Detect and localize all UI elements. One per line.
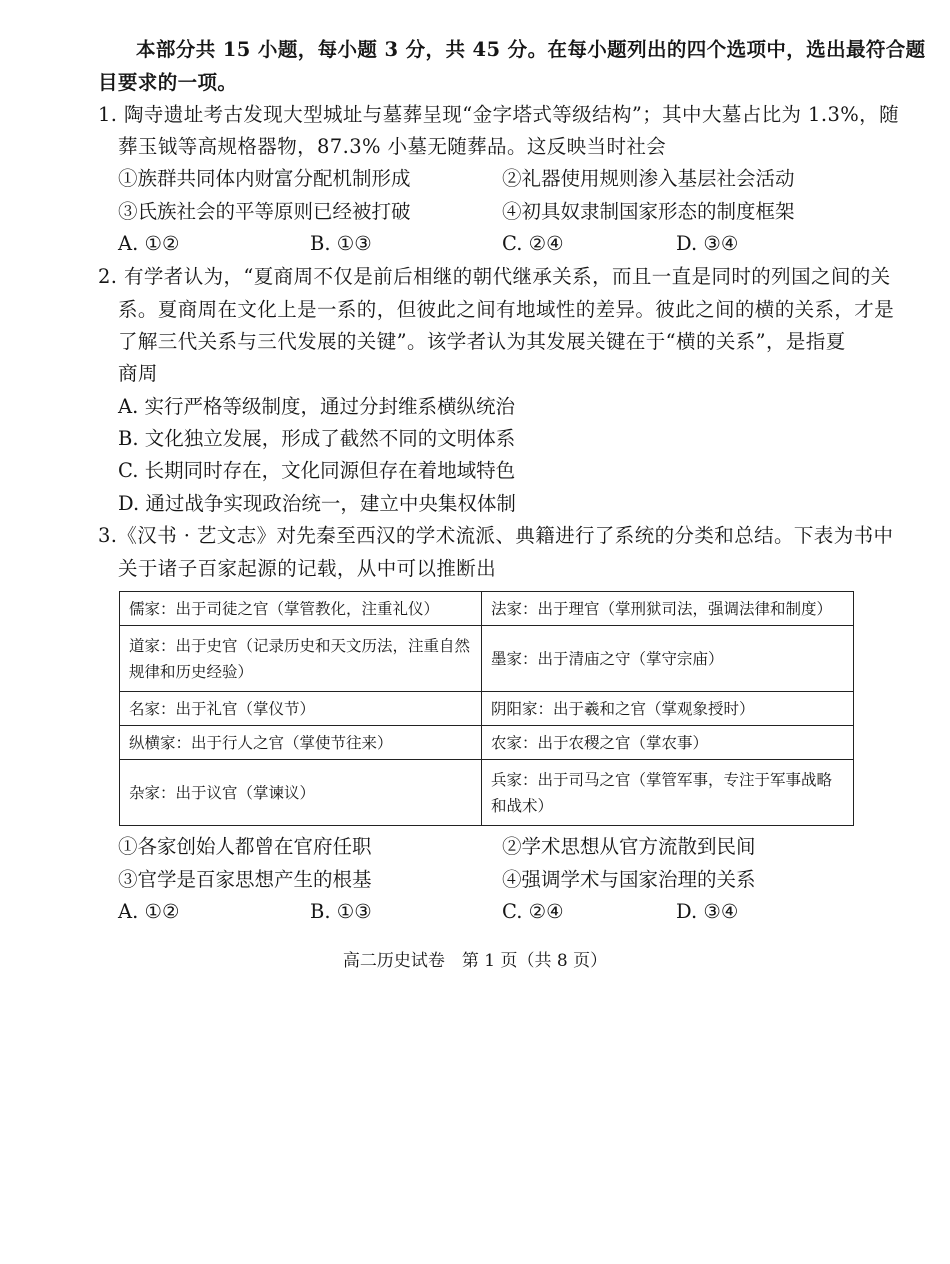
question-2-stem-line-3: 了解三代关系与三代发展的关键”。该学者认为其发展关键在于“横的关系”，是指夏 xyxy=(118,330,846,353)
table-row xyxy=(120,626,854,692)
instructions-line-2: 目要求的一项。 xyxy=(98,71,238,94)
question-1-statement-3: ③氏族社会的平等原则已经被打破 xyxy=(118,200,411,223)
question-2-stem-line-4: 商周 xyxy=(118,362,158,385)
question-1-option-a[interactable]: A. ①② xyxy=(118,232,180,255)
question-3-statement-2: ②学术思想从官方流散到民间 xyxy=(502,835,756,858)
question-3-option-d[interactable]: D. ③④ xyxy=(676,900,739,923)
question-1-option-b[interactable]: B. ①③ xyxy=(310,232,372,255)
question-3-option-c[interactable]: C. ②④ xyxy=(502,900,564,923)
question-3-stem-line-2: 关于诸子百家起源的记载，从中可以推断出 xyxy=(118,557,497,580)
question-1-option-c[interactable]: C. ②④ xyxy=(502,232,564,255)
table-cell: 名家：出于礼官（掌仪节） xyxy=(120,692,482,726)
table-cell: 阴阳家：出于羲和之官（掌观象授时） xyxy=(482,692,854,726)
question-2-stem-line-1: 2. 有学者认为，“夏商周不仅是前后相继的朝代继承关系，而且一直是同时的列国之间的关 xyxy=(98,265,891,288)
question-1-stem-line-2: 葬玉钺等高规格器物，87.3% 小墓无随葬品。这反映当时社会 xyxy=(118,135,667,158)
table-cell: 道家：出于史官（记录历史和天文历法，注重自然规律和历史经验） xyxy=(120,626,482,692)
question-1-statement-1: ①族群共同体内财富分配机制形成 xyxy=(118,167,411,190)
table-row xyxy=(120,726,854,760)
table-cell: 兵家：出于司马之官（掌管军事，专注于军事战略和战术） xyxy=(482,760,854,826)
table-cell: 杂家：出于议官（掌谏议） xyxy=(120,760,482,826)
question-3-statement-3: ③官学是百家思想产生的根基 xyxy=(118,868,372,891)
instructions-line-1: 本部分共 15 小题，每小题 3 分，共 45 分。在每小题列出的四个选项中，选出最符合题 xyxy=(136,38,926,61)
table-row xyxy=(120,692,854,726)
schools-origin-table xyxy=(119,591,854,826)
question-3-statement-4: ④强调学术与国家治理的关系 xyxy=(502,868,756,891)
table-cell: 儒家：出于司徒之官（掌管教化，注重礼仪） xyxy=(120,592,482,626)
question-1-stem-line-1: 1. 陶寺遗址考古发现大型城址与墓葬呈现“金字塔式等级结构”；其中大墓占比为 1.3%，随 xyxy=(98,103,899,126)
question-1-statement-2: ②礼器使用规则渗入基层社会活动 xyxy=(502,167,795,190)
question-2-option-a[interactable]: A. 实行严格等级制度，通过分封维系横纵统治 xyxy=(118,395,515,418)
table-cell: 墨家：出于清庙之守（掌守宗庙） xyxy=(482,626,854,692)
question-3-option-b[interactable]: B. ①③ xyxy=(310,900,372,923)
question-2-option-b[interactable]: B. 文化独立发展，形成了截然不同的文明体系 xyxy=(118,427,516,450)
page-footer: 高二历史试卷 第 1 页（共 8 页） xyxy=(342,951,608,971)
question-3-stem-line-1: 3.《汉书 · 艺文志》对先秦至西汉的学术流派、典籍进行了系统的分类和总结。下表为书中 xyxy=(98,524,894,547)
question-3-option-a[interactable]: A. ①② xyxy=(118,900,180,923)
table-cell: 纵横家：出于行人之官（掌使节往来） xyxy=(120,726,482,760)
table-cell: 农家：出于农稷之官（掌农事） xyxy=(482,726,854,760)
question-2-stem-line-2: 系。夏商周在文化上是一系的，但彼此之间有地域性的差异。彼此之间的横的关系，才是 xyxy=(118,298,895,321)
question-2-option-c[interactable]: C. 长期同时存在，文化同源但存在着地域特色 xyxy=(118,459,516,482)
table-cell: 法家：出于理官（掌刑狱司法，强调法律和制度） xyxy=(482,592,854,626)
table-row xyxy=(120,760,854,826)
table-row xyxy=(120,592,854,626)
question-3-statement-1: ①各家创始人都曾在官府任职 xyxy=(118,835,372,858)
question-1-option-d[interactable]: D. ③④ xyxy=(676,232,739,255)
question-2-option-d[interactable]: D. 通过战争实现政治统一，建立中央集权体制 xyxy=(118,492,516,515)
question-1-statement-4: ④初具奴隶制国家形态的制度框架 xyxy=(502,200,795,223)
